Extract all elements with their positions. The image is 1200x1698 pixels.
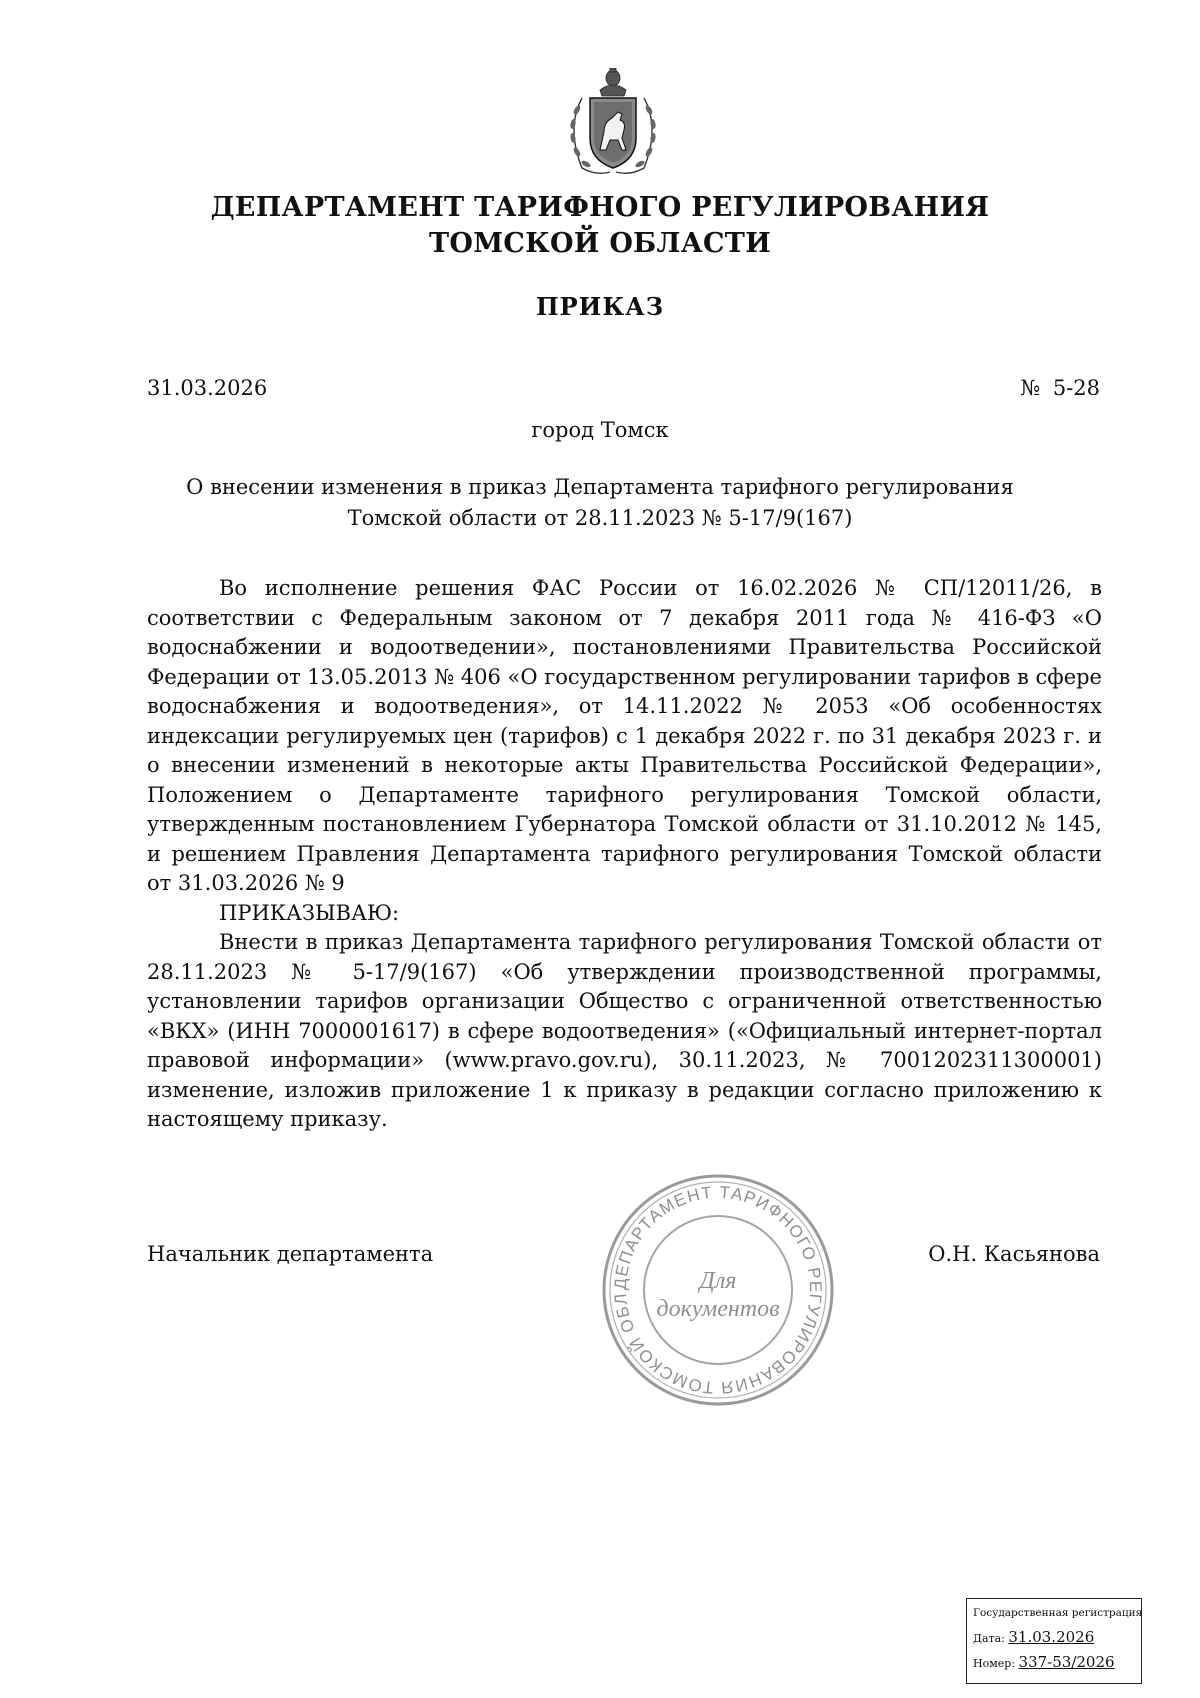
organization-title-line1: ДЕПАРТАМЕНТ ТАРИФНОГО РЕГУЛИРОВАНИЯ: [210, 192, 990, 223]
registration-box: [966, 1598, 1142, 1684]
signatory-name: О.Н. Касьянова: [928, 1242, 1100, 1266]
registration-date-row: [973, 1625, 1135, 1650]
document-body: [147, 574, 1102, 1135]
registration-number-label: Номер:: [973, 1657, 1016, 1670]
document-city: город Томск: [531, 418, 669, 442]
registration-number-value: 337-53/2026: [1018, 1653, 1115, 1671]
registration-title: Государственная регистрация: [973, 1607, 1143, 1619]
official-seal-stamp: [598, 1170, 838, 1410]
registration-number-row: [973, 1650, 1135, 1675]
svg-text:Для: Для: [699, 1268, 737, 1294]
body-paragraph-basis: Во исполнение решения ФАС России от 16.02.2026 № СП/12011/26, в соответствии с Федеральным законом от 7 декабря 2011 года № 416-ФЗ «О водоснабжении и водоотведении», постановлениями Правительства Российской Федерации от 13.05.2013 № 406 «О государственном регулировании тарифов в сфере водоснабжения и водоотведения», от 14.11.2022 № 2053 «Об особенностях индексации регулируемых цен (тарифов) с 1 декабря 2022 г. по 31 декабря 2023 г. и о внесении изменений в некоторые акты Правительства Российской Федерации», Положением о Департаменте тарифного регулирования Томской области, утвержденным постановлением Губернатора Томской области от 31.10.2012 № 145, и решением Правления Департамента тарифного регулирования Томской области от 31.03.2026 № 9: [147, 576, 1102, 895]
svg-text:документов: документов: [656, 1296, 780, 1322]
document-number: № 5-28: [1020, 376, 1100, 400]
organization-title-line2: ТОМСКОЙ ОБЛАСТИ: [428, 228, 772, 259]
signatory-position: Начальник департамента: [147, 1242, 434, 1266]
svg-text:ДЕПАРТАМЕНТ ТАРИФНОГО РЕГУЛИРО: ДЕПАРТАМЕНТ ТАРИФНОГО РЕГУЛИРОВАНИЯ ТОМСКОЙ ОБЛ: [610, 1182, 826, 1398]
registration-date-label: Дата:: [973, 1632, 1005, 1645]
document-type: ПРИКАЗ: [535, 292, 665, 321]
registration-date-value: 31.03.2026: [1008, 1628, 1095, 1646]
document-date: 31.03.2026: [147, 376, 268, 400]
organization-title: [150, 190, 1050, 262]
subject-line2: Томской области от 28.11.2023 № 5-17/9(167): [347, 506, 853, 530]
seal-icon: [598, 1170, 838, 1410]
document-subject: [150, 472, 1050, 534]
coat-of-arms-icon: [560, 68, 666, 180]
body-paragraph-order: Внести в приказ Департамента тарифного регулирования Томской области от 28.11.2023 № 5-17/9(167) «Об утверждении производственной программы, установлении тарифов организации Общество с ограниченной ответственностью «ВКХ» (ИНН 7000001617) в сфере водоотведения» («Официальный интернет-портал правовой информации» (www.pravo.gov.ru), 30.11.2023, № 7001202311300001) изменение, изложив приложение 1 к приказу в редакции согласно приложению к настоящему приказу.: [147, 930, 1102, 1131]
coat-of-arms-emblem: [560, 68, 666, 180]
body-order-word: ПРИКАЗЫВАЮ:: [219, 900, 400, 925]
subject-line1: О внесении изменения в приказ Департамента тарифного регулирования: [186, 475, 1014, 499]
